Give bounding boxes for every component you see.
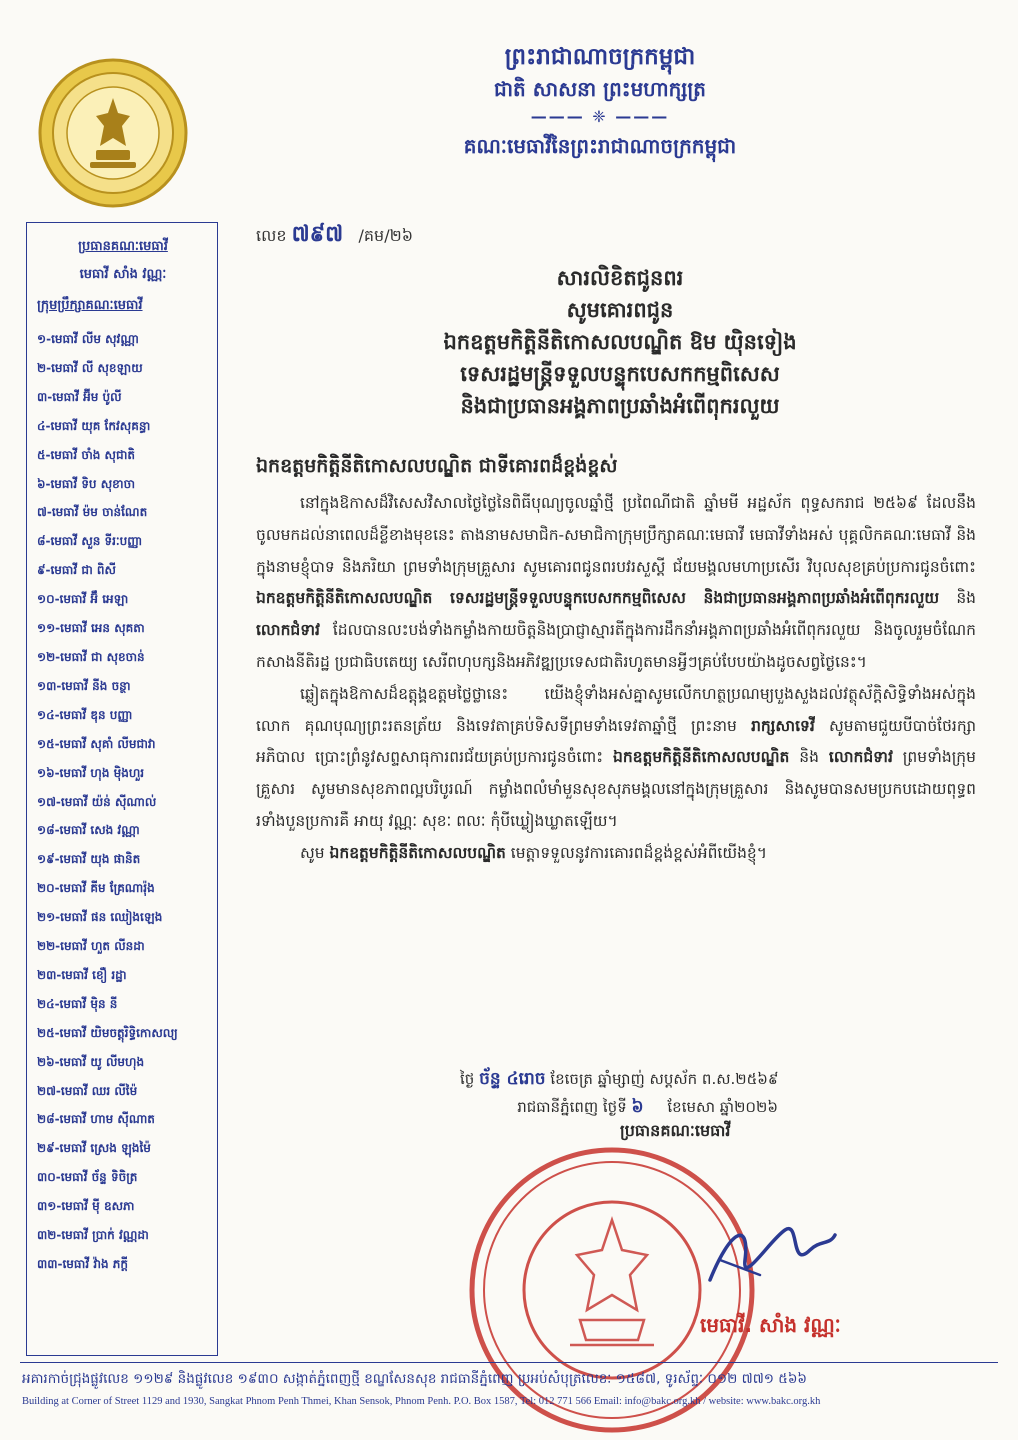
handwritten-signature — [690, 1200, 840, 1300]
footer-address-english: Building at Corner of Street 1129 and 1930, Sangkat Phnom Penh Thmei, Khan Sensok, Phnom Penh. P.O. Box 1587, Tel: 012 771 566 Email: info@bakc.org.kh / website: www.bakc.org.kh — [22, 1396, 821, 1407]
council-member: ១១-មេធាវី អេន សុគតា — [37, 621, 145, 636]
council-member: ៨-មេធាវី សួន ទីរៈបញ្ញា — [37, 534, 143, 549]
council-member: ២០-មេធាវី គីម គ្រែណារ៉ុង — [37, 881, 155, 896]
date-block — [460, 1065, 980, 1121]
council-member: ៣-មេធាវី អ៊ីម ប៉ូលី — [37, 389, 122, 404]
letter-title-block — [300, 262, 940, 422]
recipient-position-1: ទេសរដ្ឋមន្ត្រីទទួលបន្ទុកបេសកកម្មពិសេស — [460, 362, 780, 386]
council-member: ១៧-មេធាវី យ៉ន់ ស៊ីណាល់ — [37, 794, 157, 809]
text-span: សូម — [300, 843, 330, 862]
bar-association-seal — [38, 58, 188, 208]
council-member: ១២-មេធាវី ជា សុខចាន់ — [37, 649, 145, 664]
council-member: ២៥-មេធាវី យិមចត្តុរិទ្ធិកោសល្យ — [37, 1025, 178, 1040]
text-span: សូមតាមជួយបីបាច់ថែរក្សាអភិបាល ប្រោះព្រំនូវសព្ទសាធុការពរជ័យគ្រប់ប្រការជូនចំពោះ — [256, 716, 977, 767]
council-member: ២៩-មេធាវី ស្រេង ឡុងម៉ៃ — [37, 1141, 151, 1156]
council-sidebar — [26, 222, 218, 1356]
footer-address-khmer: អគារកាច់ជ្រុងផ្លូវលេខ ១១២៩ និងផ្លូវលេខ ១៩៣០ សង្កាត់ភ្នំពេញថ្មី ខណ្ឌសែនសុខ រាជធានីភ្នំពេញ ប្រអប់សំបុត្រលេខៈ ១៥៨៧, ទូរស័ព្ទៈ ០១២ ៧៧១ ៥៦៦ — [22, 1371, 807, 1387]
recipient-name: ឯកឧត្តមកិត្តិនីតិកោសលបណ្ឌិត ឱម យ៉ិនទៀង — [443, 330, 797, 354]
emphasis-text: លោកជំទាវ — [828, 748, 893, 767]
emphasis-text: លោកជំទាវ — [256, 621, 320, 640]
recipient-intro: សូមគោរពជូន — [566, 298, 674, 322]
council-member: ១០-មេធាវី អ៊ឹ អេឡា — [37, 592, 129, 607]
paragraph-3 — [256, 838, 976, 870]
organization-name: គណៈមេធាវីនៃព្រះរាជាណាចក្រកម្ពុជា — [463, 134, 737, 158]
text-span: នៅក្នុងឱកាសដ៏វិសេសវិសាលថ្ងៃថ្លៃនៃពិធីបុណ្យចូលឆ្នាំថ្មី ប្រពៃណីជាតិ ឆ្នាំមមី អដ្ឋស័ក ពុទ្ធសករាជ ២៥៦៩ ដែលនឹងចូលមកដល់នាពេលដ៏ខ្លីខាងមុខនេះ តាងនាមសមាជិក-សមាជិកាក្រុមប្រឹក្សាគណៈមេធាវី មេធាវីទាំងអស់ បុគ្គលិកគណៈមេធាវី និងក្នុងនាមខ្ញុំបាទ និងភរិយា ព្រមទាំងក្រុមគ្រួសារ សូមគោរពជូនពរបវរសួស្តី ជ័យមង្គលមហាប្រសើរ វិបុលសុខគ្រប់ប្រការជូនចំពោះ — [256, 494, 976, 576]
reference-suffix: /គម/២៦ — [358, 226, 414, 245]
kingdom-title: ព្រះរាជាណាចក្រកម្ពុជា — [504, 44, 696, 70]
council-member: ២៦-មេធាវី យូ លីមហុង — [37, 1054, 145, 1069]
text-span: ព្រមទាំងក្រុមគ្រួសារ សូមមានសុខភាពល្អបរិបូរណ៍ កម្លាំងពលំមាំមួនសុខសុភមង្គលនៅក្នុងក្រុមគ្រួសារ និងសូមបានសមប្រកបដោយពុទ្ធពរទាំងបួនប្រការគឺ អាយុ វណ្ណៈ សុខៈ ពលៈ កុំបីឃ្លៀងឃ្លាតឡើយ។ — [256, 748, 976, 830]
council-member: ២៣-មេធាវី ខឿ រដ្ឋា — [37, 967, 127, 982]
council-member: ១៦-មេធាវី ហុង ម៉ិងហួរ — [37, 765, 145, 780]
council-member: ៣១-មេធាវី ម៉ី ឧសភា — [37, 1199, 135, 1214]
council-title: ក្រុមប្រឹក្សាគណៈមេធាវី — [37, 298, 143, 313]
reference-prefix: លេខ — [256, 226, 287, 245]
council-member: ៣០-មេធាវី ច័ន្ទ ទិចិត្រ — [37, 1170, 138, 1185]
council-member: ១៨-មេធាវី សេង វណ្ណា — [37, 823, 140, 838]
council-member: ២៧-មេធាវី ឈរ លីម៉ៃ — [37, 1083, 138, 1098]
emphasis-text: ឯកឧត្តមកិត្តិនីតិកោសលបណ្ឌិត — [612, 748, 790, 767]
council-member: ២១-មេធាវី ផន ឈៀងឡេង — [37, 910, 163, 925]
text-span: មេត្តាទទួលនូវការគោរពដ៏ខ្ពង់ខ្ពស់អំពីយើងខ្ញុំ។ — [505, 843, 767, 862]
signer-name: មេធាវី. សាំង វណ្ណៈ — [700, 1313, 841, 1337]
reference-number-value: ៧៩៧ — [291, 222, 344, 247]
footer-divider — [20, 1362, 998, 1363]
day-number: ៦ — [631, 1097, 644, 1117]
national-motto: ជាតិ សាសនា ព្រះមហាក្សត្រ — [494, 77, 706, 101]
council-member: ១៩-មេធាវី យុង ផានិត — [37, 852, 141, 867]
council-member: ១៤-មេធាវី ឌុន បញ្ញា — [37, 707, 133, 722]
emphasis-text: រាក្សសាទេវី — [751, 716, 815, 735]
paragraph-2 — [256, 679, 976, 838]
council-member: ២-មេធាវី លី សុខឡាយ — [37, 360, 143, 375]
council-member: ១៥-មេធាវី សុគាំ លីមជាវា — [37, 736, 156, 751]
council-member: ៣២-មេធាវី ប្រាក់ វណ្ណដា — [37, 1228, 149, 1243]
month-year: ខែមេសា ឆ្នាំ២០២៦ — [667, 1098, 779, 1116]
lunar-day: ច័ន្ទ ៤រោច — [479, 1069, 546, 1089]
text-span: ដែលបានលះបង់ទាំងកម្លាំងកាយចិត្តនិងប្រាជ្ញាស្មារតីក្នុងការដឹកនាំអង្គភាពប្រឆាំងអំពើពុករលួយ និងចូលរួមចំណែកកសាងនីតិរដ្ឋ ប្រជាធិបតេយ្យ សេរីពហុបក្សនិងអភិវឌ្ឍប្រទេសជាតិរហូតមានអ្វីៗគ្រប់បែបយ៉ាងដូចសព្វថ្ងៃនេះ។ — [256, 621, 976, 671]
council-member: ១៣-មេធាវី នីង ចន្ថា — [37, 678, 131, 693]
council-member: ៧-មេធាវី ម៉ម ចាន់ណែត — [37, 505, 148, 520]
letter-title: សារលិខិតជូនពរ — [556, 266, 684, 290]
reference-number — [256, 220, 413, 252]
council-member: ៥-មេធាវី ចាំង សុជាតិ — [37, 447, 136, 462]
lunar-date — [460, 1065, 980, 1093]
text-span: និង — [939, 589, 976, 608]
council-member: ៩-មេធាវី ជា ពិសី — [37, 563, 116, 578]
text-span: ឆ្លៀតក្នុងឱកាសដ៏ឧត្តុង្គឧត្តមថ្លៃថ្លានេះ យើងខ្ញុំទាំងអស់គ្នាសូមលើកហត្ថប្រណម្យបួងសួងដល់វត្ថុស័ក្តិសិទ្ធិទាំងអស់ក្នុងលោក គុណបុណ្យព្រះរតនត្រ័យ និងទេវតាគ្រប់ទិសទីព្រមទាំងទេវតាឆ្នាំថ្មី ព្រះនាម — [256, 684, 976, 735]
signer-title: ប្រធានគណៈមេធាវី — [620, 1121, 731, 1140]
letterhead — [380, 40, 820, 162]
council-member: ១-មេធាវី លីម សុវណ្ណា — [37, 332, 139, 346]
council-member: ៤-មេធាវី យុគ កែវសុគន្ធា — [37, 418, 151, 433]
council-member-list — [37, 325, 209, 1279]
day-prefix: ថ្ងៃ — [460, 1070, 475, 1088]
council-member: ២៤-មេធាវី ម៉ិន នី — [37, 996, 118, 1011]
salutation: ឯកឧត្តមកិត្តិនីតិកោសលបណ្ឌិត ជាទីគោរពដ៏ខ្ពង់ខ្ពស់ — [256, 455, 618, 477]
emphasis-text: ឯកឧត្តមកិត្តិនីតិកោសលបណ្ឌិត ទេសរដ្ឋមន្ត្រីទទួលបន្ទុកបេសកកម្មពិសេស និងជាប្រធានអង្គភាពប្រឆាំងអំពើពុករលួយ — [256, 589, 940, 608]
president-name: មេធាវី សាំង វណ្ណៈ — [79, 267, 167, 282]
recipient-position-2: និងជាប្រធានអង្គភាពប្រឆាំងអំពើពុករលួយ — [460, 394, 780, 418]
council-member: ២២-មេធាវី ហួត លីនដា — [37, 939, 145, 954]
text-span: និង — [789, 748, 829, 767]
ornament-divider: ——— ❈ ——— — [530, 107, 670, 126]
council-member: ៣៣-មេធាវី វ៉ាង ភក្ដី — [37, 1257, 128, 1271]
emphasis-text: ឯកឧត្តមកិត្តិនីតិកោសលបណ្ឌិត — [329, 843, 506, 862]
council-member: ២៨-មេធាវី ហាម ស៊ីណាត — [37, 1112, 155, 1127]
paragraph-1 — [256, 488, 976, 679]
letter-body — [256, 488, 976, 870]
gregorian-date — [460, 1093, 980, 1121]
president-title: ប្រធានគណៈមេធាវី — [78, 239, 168, 254]
place-prefix: រាជធានីភ្នំពេញ ថ្ងៃទី — [517, 1098, 627, 1116]
council-member: ៦-មេធាវី ទិប សុខាចា — [37, 476, 136, 491]
lunar-month-year: ខែចេត្រ ឆ្នាំម្សាញ់ សប្តស័ក ព.ស.២៥៦៩ — [550, 1070, 779, 1088]
